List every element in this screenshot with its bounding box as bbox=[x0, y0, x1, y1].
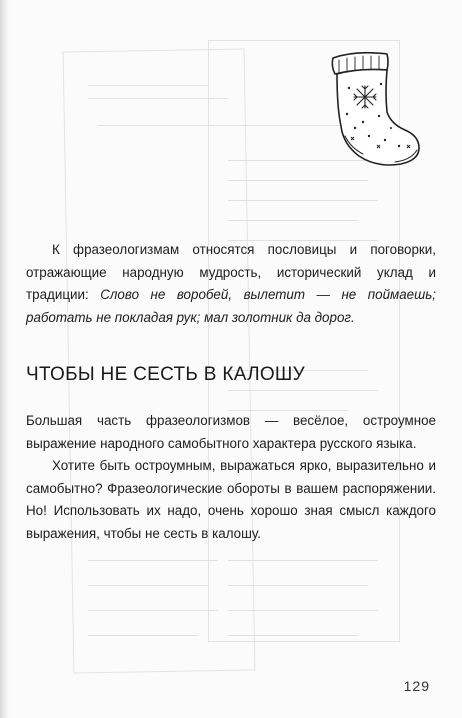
paragraph-examples: Слово не воробей, вылетит — не поймаешь; работать не покладая рук; мал золотник да дорог. bbox=[26, 287, 436, 325]
page-spine-shadow bbox=[0, 0, 10, 718]
paragraph-witty: Хотите быть остроумным, выражаться ярко, выразительно и самобытно? Фразеологические обороты в вашем распоряжении. Но! Использовать их надо, очень хорошо зная смысл каждого выражения, чтобы не сесть в калошу. bbox=[26, 458, 436, 541]
paragraph-lead: К фразеологизмам относятся пословицы и поговорки, отражающие народную мудрость, исторический уклад и традиции: bbox=[26, 242, 436, 302]
page-number: 129 bbox=[403, 678, 430, 694]
sock-illustration bbox=[325, 48, 425, 173]
paragraph-phraseologisms bbox=[26, 239, 436, 329]
paragraph-majority: Большая часть фразеологизмов — весёлое, остроумное выражение народного самобытного характера русского языка. bbox=[26, 413, 436, 451]
section-heading: ЧТОБЫ НЕ СЕСТЬ В КАЛОШУ bbox=[26, 364, 306, 385]
